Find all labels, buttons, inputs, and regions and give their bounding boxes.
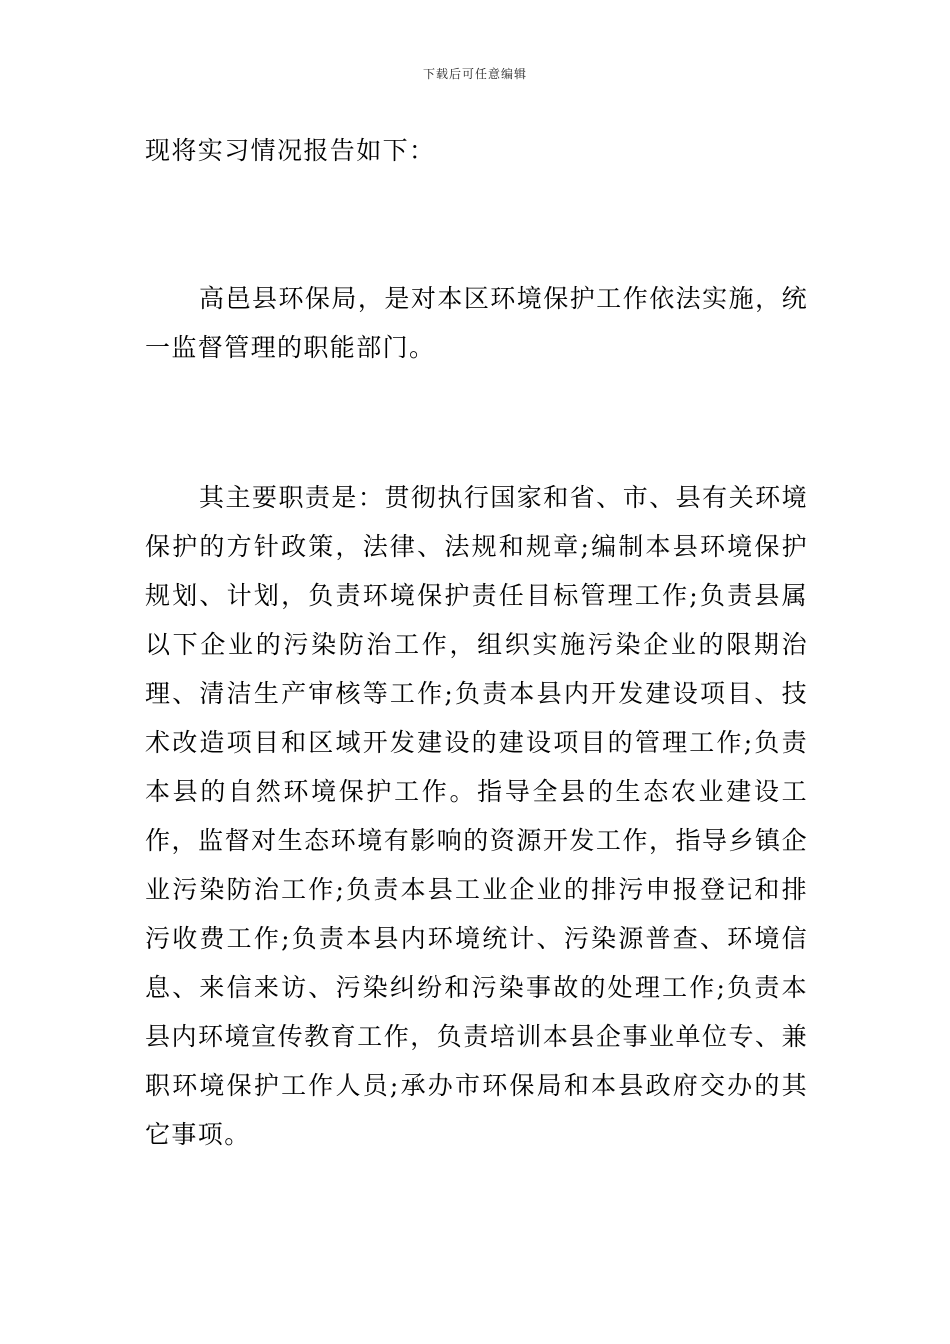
intro-paragraph: 现将实习情况报告如下： (145, 136, 436, 165)
page-header: 下载后可任意编辑 (422, 67, 527, 81)
bureau-paragraph: 高邑县环保局，是对本区环境保护工作依法实施，统一监督管理的职能部门。 (145, 284, 808, 362)
duties-paragraph: 其主要职责是：贯彻执行国家和省、市、县有关环境保护的方针政策，法律、法规和规章;编制本县环境保护规划、计划，负责环境保护责任目标管理工作;负责县属以下企业的污染防治工作，组织实施污染企业的限期治理、清洁生产审核等工作;负责本县内开发建设项目、技术改造项目和区域开发建设的建设项目的管理工作;负责本县的自然环境保护工作。指导全县的生态农业建设工作，监督对生态环境有影响的资源开发工作，指导乡镇企业污染防治工作;负责本县工业企业的排污申报登记和排污收费工作;负责本县内环境统计、污染源普查、环境信息、来信来访、污染纠纷和污染事故的处理工作;负责本县内环境宣传教育工作，负责培训本县企事业单位专、兼职环境保护工作人员;承办市环保局和本县政府交办的其它事项。 (145, 483, 808, 1149)
